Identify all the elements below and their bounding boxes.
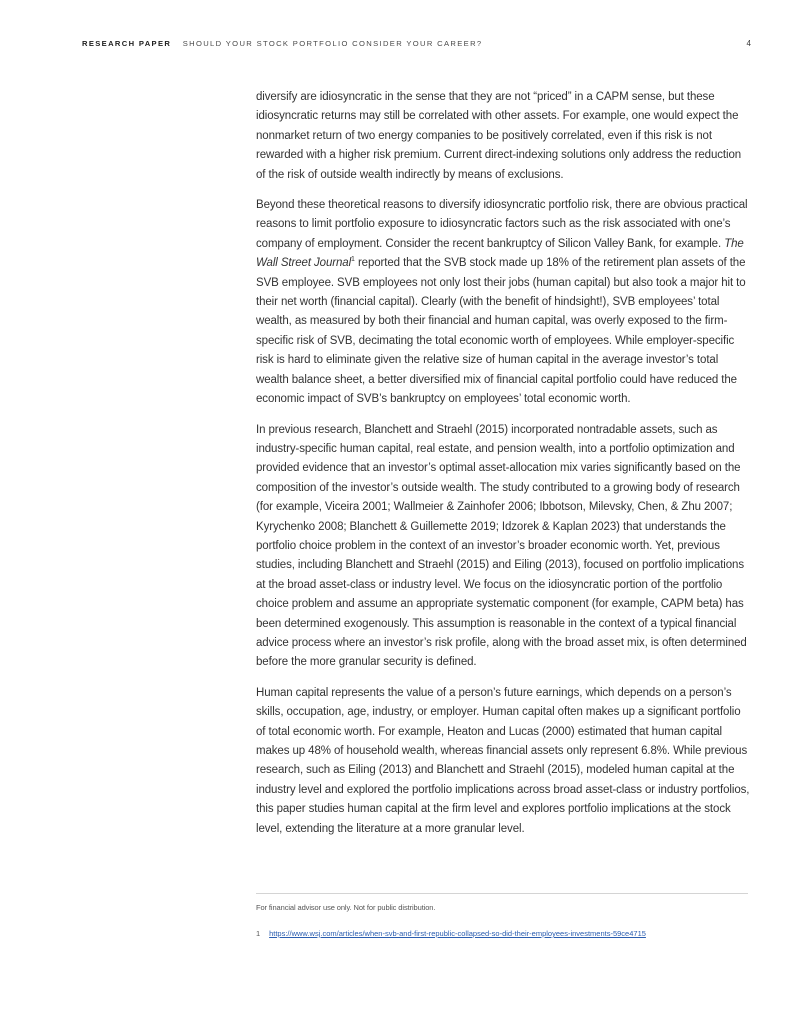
header-title: SHOULD YOUR STOCK PORTFOLIO CONSIDER YOUR CAREER? — [182, 39, 483, 48]
wsj-citation: The Wall Street Journal — [256, 237, 744, 270]
page-number: 4 — [746, 39, 751, 48]
paragraph-3: In previous research, Blanchett and Straehl (2015) incorporated nontradable assets, such as industry-specific human capital, real estate, and pension wealth, into a portfolio optimization and provided evidence that an investor’s optimal asset-allocation mix varies significantly based on the composition of the investor’s outside wealth. The study contributed to a growing body of research (for example, Viceira 2001; Wallmeier & Zainhofer 2006; Ibbotson, Milevsky, Chen, & Zhu 2007; Kyrychenko 2008; Blanchett & Guillemette 2019; Idzorek & Kaplan 2023) that understands the portfolio choice problem in the context of an investor’s broader economic worth. Yet, previous studies, including Blanchett and Straehl (2015) and Eiling (2013), focused on portfolio implications at the broad asset-class or industry level. We focus on the idiosyncratic portion of the portfolio choice problem and assume an appropriate systematic component (for example, CAPM beta) has been determined exogenously. This assumption is reasonable in the context of a typical financial advice process where an investor’s risk profile, along with the broad asset mix, is often determined before the more granular security is defined. — [256, 423, 747, 669]
paragraph-4: Human capital represents the value of a person’s future earnings, which depends on a person’s skills, occupation, age, industry, or employer. Human capital often makes up a significant portfolio of total economic worth. For example, Heaton and Lucas (2000) estimated that human capital makes up 48% of household wealth, whereas financial assets only represent 6.8%. While previous research, such as Eiling (2013) and Blanchett and Straehl (2015), modeled human capital at the industry level and explored the portfolio implications across broad asset-class or industry portfolios, this paper studies human capital at the firm level and explores portfolio implications at the stock level, extending the literature at a more granular level. — [256, 686, 750, 835]
footnote-number: 1 — [256, 929, 261, 938]
page-header — [82, 39, 751, 53]
header-label: RESEARCH PAPER — [82, 39, 172, 48]
footnote — [256, 929, 646, 938]
paragraph-2 — [256, 196, 752, 409]
footnote-ref[interactable]: 1 — [351, 256, 355, 264]
body-text — [256, 88, 752, 850]
paragraph-1: diversify are idiosyncratic in the sense that they are not “priced” in a CAPM sense, but these idiosyncratic returns may still be correlated with other assets. For example, one would expect the nonmarket return of two energy companies to be positively correlated, even if this risk is not rewarded with a higher risk premium. Current direct-indexing solutions only address the reduction of the risk of outside wealth indirectly by means of exclusions. — [256, 91, 742, 181]
paragraph-2-part-b: reported that the SVB stock made up 18% of the retirement plan assets of the SVB employee. SVB employees not only lost their jobs (human capital) but also took a major hit to their net worth (financial capital). Clearly (with the benefit of hindsight!), SVB employees’ total wealth, as measured by both their financial and human capital, was overly exposed to the firm-specific risk of SVB, decimating the total economic worth of employees. While employer-specific risk is hard to eliminate given the relative size of human capital in the average investor’s total wealth balance sheet, a better diversified mix of financial capital portfolio could have reduced the economic impact of SVB’s bankruptcy on employees’ total economic worth. — [256, 257, 746, 406]
distribution-note: For financial advisor use only. Not for public distribution. — [256, 903, 436, 912]
paragraph-2-part-a: Beyond these theoretical reasons to diversify idiosyncratic portfolio risk, there are obvious practical reasons to limit portfolio exposure to idiosyncratic factors such as the risk associated with one’s company of employment. Consider the recent bankruptcy of Silicon Valley Bank, for example. — [256, 199, 748, 250]
footer-divider — [256, 893, 748, 894]
footnote-link[interactable]: https://www.wsj.com/articles/when-svb-and-first-republic-collapsed-so-did-their-employees-investments-59ce4715 — [269, 929, 646, 938]
